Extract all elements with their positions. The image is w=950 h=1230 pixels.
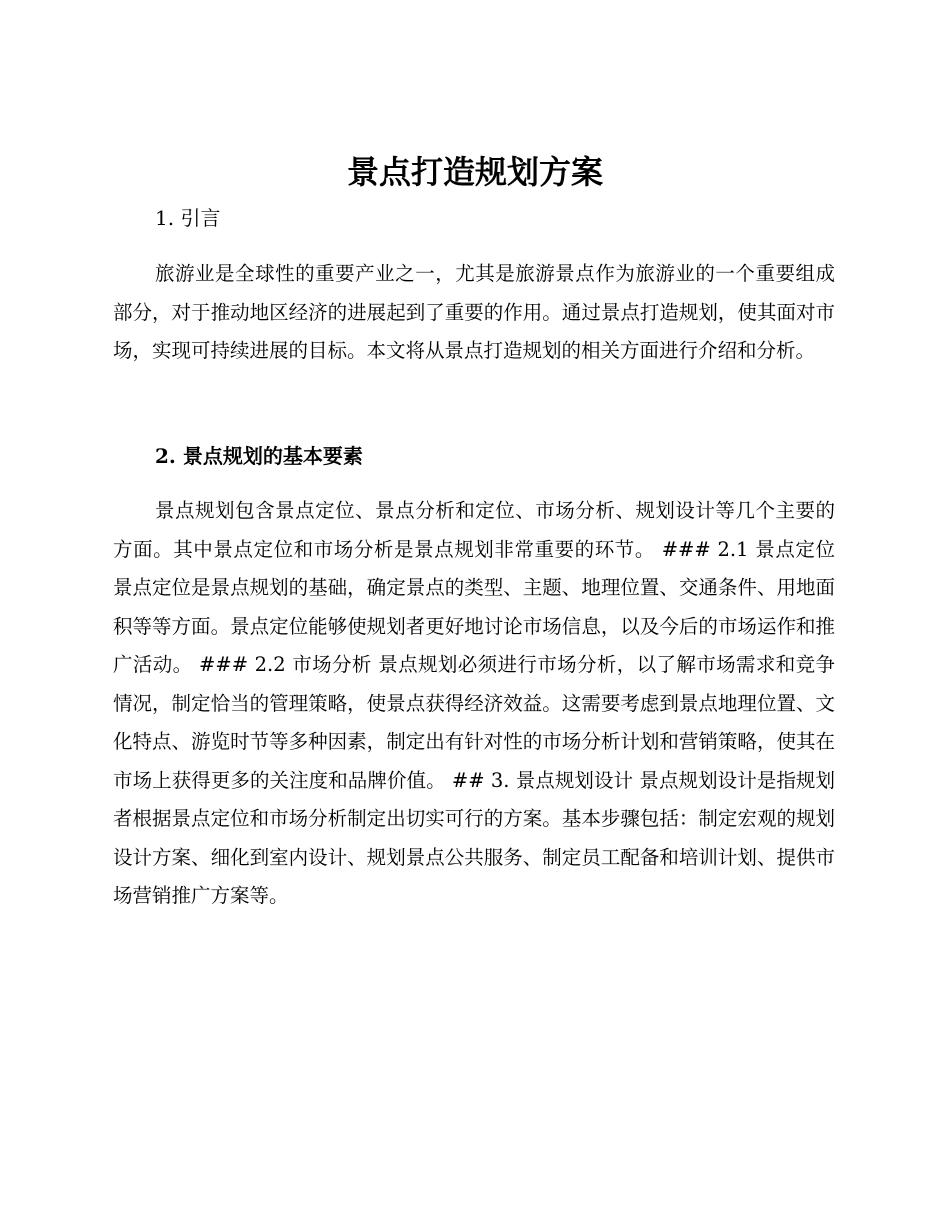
section-heading-basic-elements: 2. 景点规划的基本要素	[155, 444, 363, 468]
section-paragraph-basic-elements: 景点规划包含景点定位、景点分析和定位、市场分析、规划设计等几个主要的方面。其中景点定位和市场分析是景点规划非常重要的环节。 ### 2.1 景点定位 景点定位是景点规划的基础，确定景点的类型、主题、地理位置、交通条件、用地面积等等方面。景点定位能够使规划者更好地讨论市场信息，以及今后的市场运作和推广活动。 ### 2.2 市场分析 景点规划必须进行市场分析，以了解市场需求和竞争情况，制定恰当的管理策略，使景点获得经济效益。这需要考虑到景点地理位置、文化特点、游览时节等多种因素，制定出有针对性的市场分析计划和营销策略，使其在市场上获得更多的关注度和品牌价值。 ## 3. 景点规划设计 景点规划设计是指规划者根据景点定位和市场分析制定出切实可行的方案。基本步骤包括：制定宏观的规划设计方案、细化到室内设计、规划景点公共服务、制定员工配备和培训计划、提供市场营销推广方案等。	[113, 499, 835, 907]
section-paragraph-introduction: 旅游业是全球性的重要产业之一，尤其是旅游景点作为旅游业的一个重要组成部分，对于推动地区经济的进展起到了重要的作用。通过景点打造规划，使其面对市场，实现可持续进展的目标。本文将从景点打造规划的相关方面进行介绍和分析。	[113, 262, 835, 362]
section-heading-introduction: 1. 引言	[155, 206, 221, 230]
document-title: 景点打造规划方案	[346, 153, 603, 191]
